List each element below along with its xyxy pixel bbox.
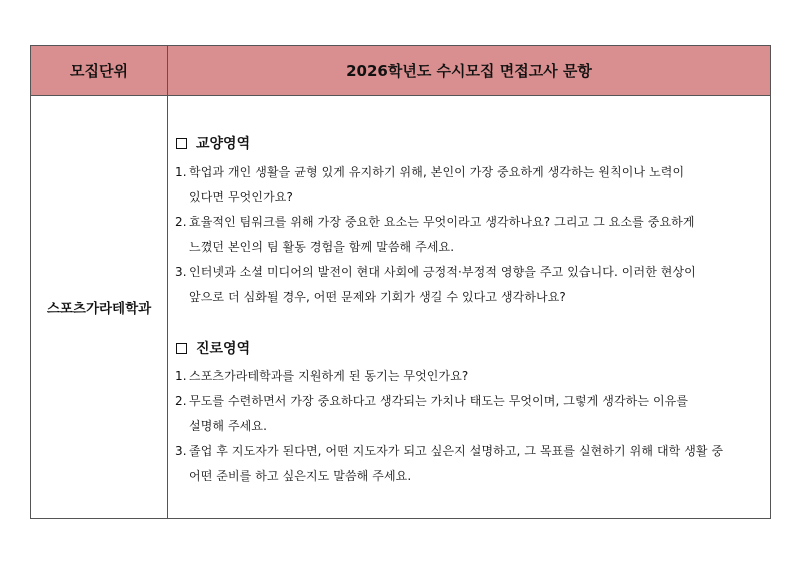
question-line — [175, 263, 696, 280]
question-text: 학업과 개인 생활을 균형 있게 유지하기 위해, 본인이 가장 중요하게 생각하는 원칙이나 노력이 — [189, 165, 685, 179]
section-title-text: 교양영역 — [196, 136, 251, 152]
question-line — [175, 367, 468, 384]
question-text: 졸업 후 지도자가 된다면, 어떤 지도자가 되고 싶은지 설명하고, 그 목표를 실현하기 위해 대학 생활 중 — [189, 444, 724, 458]
question-line — [175, 213, 695, 230]
interview-questions-table — [30, 45, 771, 519]
question-continuation: 설명해 주세요. — [189, 419, 267, 433]
question-line — [175, 163, 684, 180]
checkbox-square-icon — [176, 138, 187, 149]
question-continuation: 앞으로 더 심화될 경우, 어떤 문제와 기회가 생길 수 있다고 생각하나요? — [189, 290, 566, 304]
section-title-general — [176, 133, 250, 153]
question-text: 스포츠가라테학과를 지원하게 된 동기는 무엇인가요? — [189, 369, 469, 383]
question-number: 3. — [175, 265, 187, 279]
question-continuation: 어떤 준비를 하고 싶은지도 말씀해 주세요. — [189, 469, 412, 483]
questions-cell — [168, 96, 770, 518]
question-line — [175, 392, 688, 409]
question-continuation: 있다면 무엇인가요? — [189, 190, 293, 204]
question-number: 3. — [175, 444, 187, 458]
question-number: 1. — [175, 369, 187, 383]
checkbox-square-icon — [176, 343, 187, 354]
header-interview-questions: 2026학년도 수시모집 면접고사 문항 — [346, 62, 592, 80]
question-number: 2. — [175, 394, 187, 408]
question-text: 효율적인 팀워크를 위해 가장 중요한 요소는 무엇이라고 생각하나요? 그리고 그 요소를 중요하게 — [189, 215, 695, 229]
header-recruitment-unit: 모집단위 — [31, 46, 168, 95]
section-title-career — [176, 338, 250, 358]
question-line — [175, 442, 723, 459]
recruitment-unit-cell: 스포츠가라테학과 — [31, 96, 168, 518]
question-continuation: 느꼈던 본인의 팀 활동 경험을 함께 말씀해 주세요. — [189, 240, 455, 254]
table-header-row — [31, 46, 770, 96]
question-text: 무도를 수련하면서 가장 중요하다고 생각되는 가치나 태도는 무엇이며, 그렇게 생각하는 이유를 — [189, 394, 689, 408]
question-text: 인터넷과 소셜 미디어의 발전이 현대 사회에 긍정적·부정적 영향을 주고 있습니다. 이러한 현상이 — [189, 265, 696, 279]
question-number: 2. — [175, 215, 187, 229]
section-title-text: 진로영역 — [196, 341, 251, 357]
question-number: 1. — [175, 165, 187, 179]
